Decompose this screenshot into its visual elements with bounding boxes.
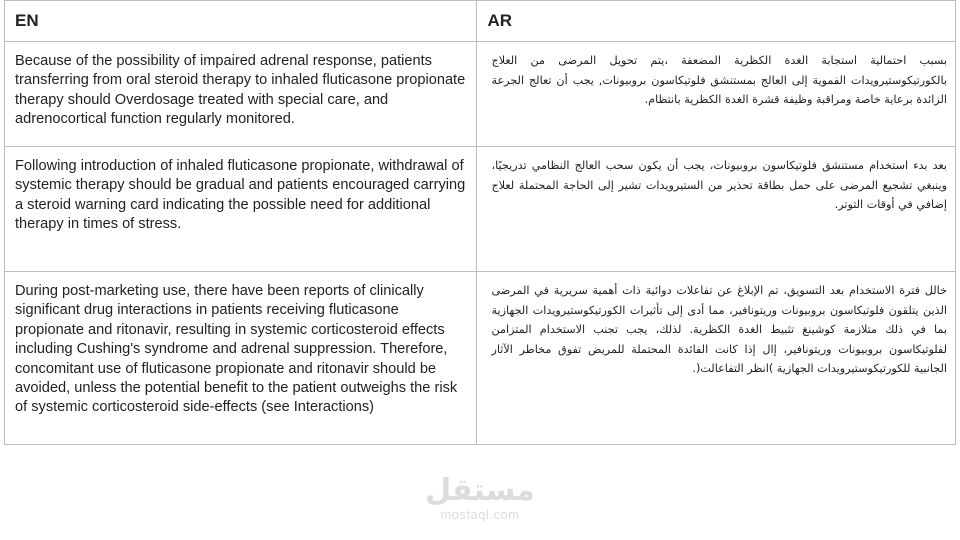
cell-en: [5, 147, 477, 272]
header-cell-ar: [477, 1, 956, 42]
cell-ar: [477, 272, 956, 445]
header-en-label: EN: [15, 11, 39, 30]
table-row: [5, 272, 956, 445]
table-row: [5, 42, 956, 147]
translation-table: [4, 0, 956, 445]
mostaql-watermark: [420, 474, 540, 522]
english-text: Following introduction of inhaled fluticasone propionate, withdrawal of systemic therapy should be gradual and patients encouraged carrying a steroid warning card indicating the possible need for additional therapy in times of stress.: [15, 158, 466, 233]
table-header-row: [5, 1, 956, 42]
header-cell-en: [5, 1, 477, 42]
cell-ar: [477, 42, 956, 147]
cell-ar: [477, 147, 956, 272]
english-text: Because of the possibility of impaired adrenal response, patients transferring from oral steroid therapy to inhaled fluticasone propionate therapy should Overdosage treated with special care, and adrenocortical function regularly monitored.: [15, 53, 466, 128]
cell-en: [5, 42, 477, 147]
table-row: [5, 147, 956, 272]
header-ar-label: AR: [487, 11, 513, 30]
cell-en: [5, 272, 477, 445]
arabic-text: خالل فترة الاستخدام بعد التسويق، تم الإبلاغ عن تفاعلات دوائية ذات أهمية سريرية في المرضى الذين يتلقون فلوتيكاسون بروبيونات وريتونافير، مما أدى إلى تأثيرات الكورتيكوستيرويدات الجهازية بما في ذلك متلازمة كوشينغ تثبيط الغدة الكظرية. لذلك، يجب تجنب الاستخدام المتزامن لفلوتيكاسون بروبيونات وريتونافير، إال إذا كانت الفائدة المحتملة للمريض تفوق مخاطر الآثار الجانبية للكورتيكوستيرويدات الجهازية )انظر التفاعالت(.: [491, 284, 947, 376]
watermark-logo: مستقل: [425, 473, 535, 508]
arabic-text: بعد بدء استخدام مستنشق فلوتيكاسون بروبيونات، يجب أن يكون سحب العالج النظامي تدريجيًا، وينبغي تشجيع المرضى على حمل بطاقة تحذير من الستيرويدات تشير إلى الحاجة المحتملة لعلاج إضافي في أوقات التوتر.: [491, 159, 947, 212]
watermark-url: mostaql.com: [440, 507, 520, 522]
arabic-text: بسبب احتمالية استجابة الغدة الكظرية المضعفة ،يتم تحويل المرضى من العلاج بالكورتيكوستيرويدات الفموية إلى العالج بمستنشق فلوتيكاسون بروبيونات, يجب أن تعالج الجرعة الزائدة برعاية خاصة ومراقبة وظيفة قشرة الغدة الكظرية بانتظام.: [491, 54, 947, 107]
english-text: During post-marketing use, there have been reports of clinically significant drug interactions in patients receiving fluticasone propionate and ritonavir, resulting in systemic corticosteroid effects including Cushing's syndrome and adrenal suppression. Therefore, concomitant use of fluticasone propionate and ritonavir should be avoided, unless the potential benefit to the patient outweighs the risk of systemic corticosteroid side-effects (see Interactions): [15, 283, 458, 416]
